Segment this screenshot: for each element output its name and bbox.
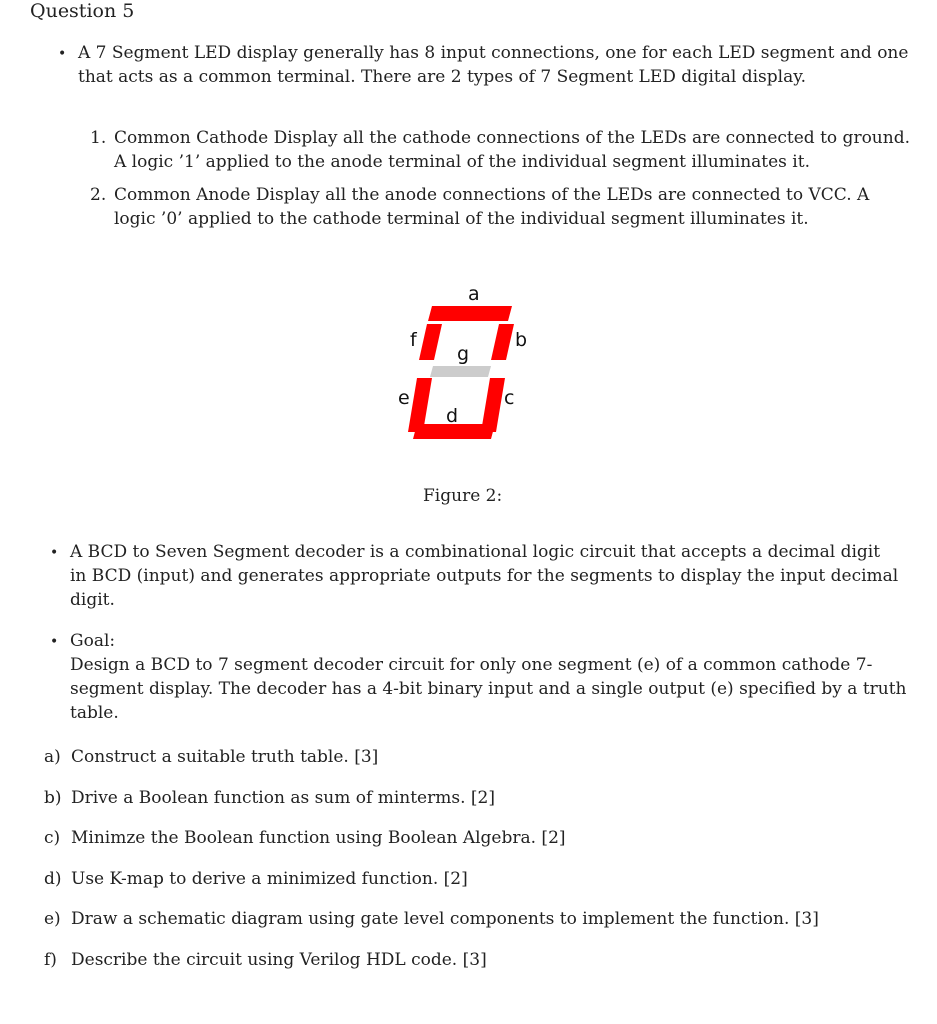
label-g: g: [457, 343, 470, 365]
segment-f: [419, 324, 442, 360]
decoder-line-3: digit.: [70, 590, 115, 610]
task-f-text: Describe the circuit using Verilog HDL code. [3]: [71, 950, 487, 970]
task-a-letter: a): [44, 747, 61, 767]
task-d-letter: d): [44, 869, 62, 889]
label-a: a: [468, 283, 480, 305]
goal-line-2: segment display. The decoder has a 4-bit binary input and a single output (e) specified by a truth: [70, 679, 907, 699]
task-c-letter: c): [44, 828, 61, 848]
segment-c: [481, 378, 505, 432]
task-f-letter: f): [44, 950, 57, 970]
intro-line-2: that acts as a common terminal. There are 2 types of 7 Segment LED digital display.: [78, 67, 806, 87]
label-c: c: [504, 387, 515, 409]
label-b: b: [515, 329, 528, 351]
type-1-line-2: A logic ’1’ applied to the anode terminal of the individual segment illuminates it.: [114, 152, 810, 172]
type-2-line-2: logic ’0’ applied to the cathode terminal of the individual segment illuminates it.: [114, 209, 809, 229]
goal-line-3: table.: [70, 703, 119, 723]
figure-caption: Figure 2:: [423, 486, 503, 506]
task-e-text: Draw a schematic diagram using gate level components to implement the function. [3]: [71, 909, 819, 929]
label-e: e: [398, 387, 410, 409]
bullet-decoder: •: [50, 545, 59, 561]
question-title: Question 5: [30, 0, 135, 22]
type-2-number: 2.: [90, 185, 107, 205]
segment-b: [491, 324, 514, 360]
segment-e: [408, 378, 432, 432]
task-b-letter: b): [44, 788, 62, 808]
intro-line-1: A 7 Segment LED display generally has 8 input connections, one for each LED segment and one: [78, 43, 909, 63]
task-c-text: Minimze the Boolean function using Boolean Algebra. [2]: [71, 828, 566, 848]
bullet-goal: •: [50, 634, 59, 650]
label-f: f: [410, 329, 417, 351]
label-d: d: [446, 405, 459, 427]
goal-line-1: Design a BCD to 7 segment decoder circuit for only one segment (e) of a common cathode 7-: [70, 655, 873, 675]
segment-g: [430, 366, 491, 377]
task-b-text: Drive a Boolean function as sum of minterms. [2]: [71, 788, 495, 808]
goal-label: Goal:: [70, 631, 116, 651]
task-e-letter: e): [44, 909, 61, 929]
bullet-intro: •: [58, 46, 67, 62]
type-1-line-1: Common Cathode Display all the cathode connections of the LEDs are connected to ground.: [114, 128, 910, 148]
task-a-text: Construct a suitable truth table. [3]: [71, 747, 379, 767]
decoder-line-2: in BCD (input) and generates appropriate outputs for the segments to display the input decimal: [70, 566, 899, 586]
seven-segment-figure: [395, 280, 535, 450]
type-1-number: 1.: [90, 128, 107, 148]
segment-a: [428, 306, 512, 321]
task-d-text: Use K-map to derive a minimized function. [2]: [71, 869, 468, 889]
decoder-line-1: A BCD to Seven Segment decoder is a combinational logic circuit that accepts a decimal digit: [70, 542, 881, 562]
type-2-line-1: Common Anode Display all the anode connections of the LEDs are connected to VCC. A: [114, 185, 870, 205]
